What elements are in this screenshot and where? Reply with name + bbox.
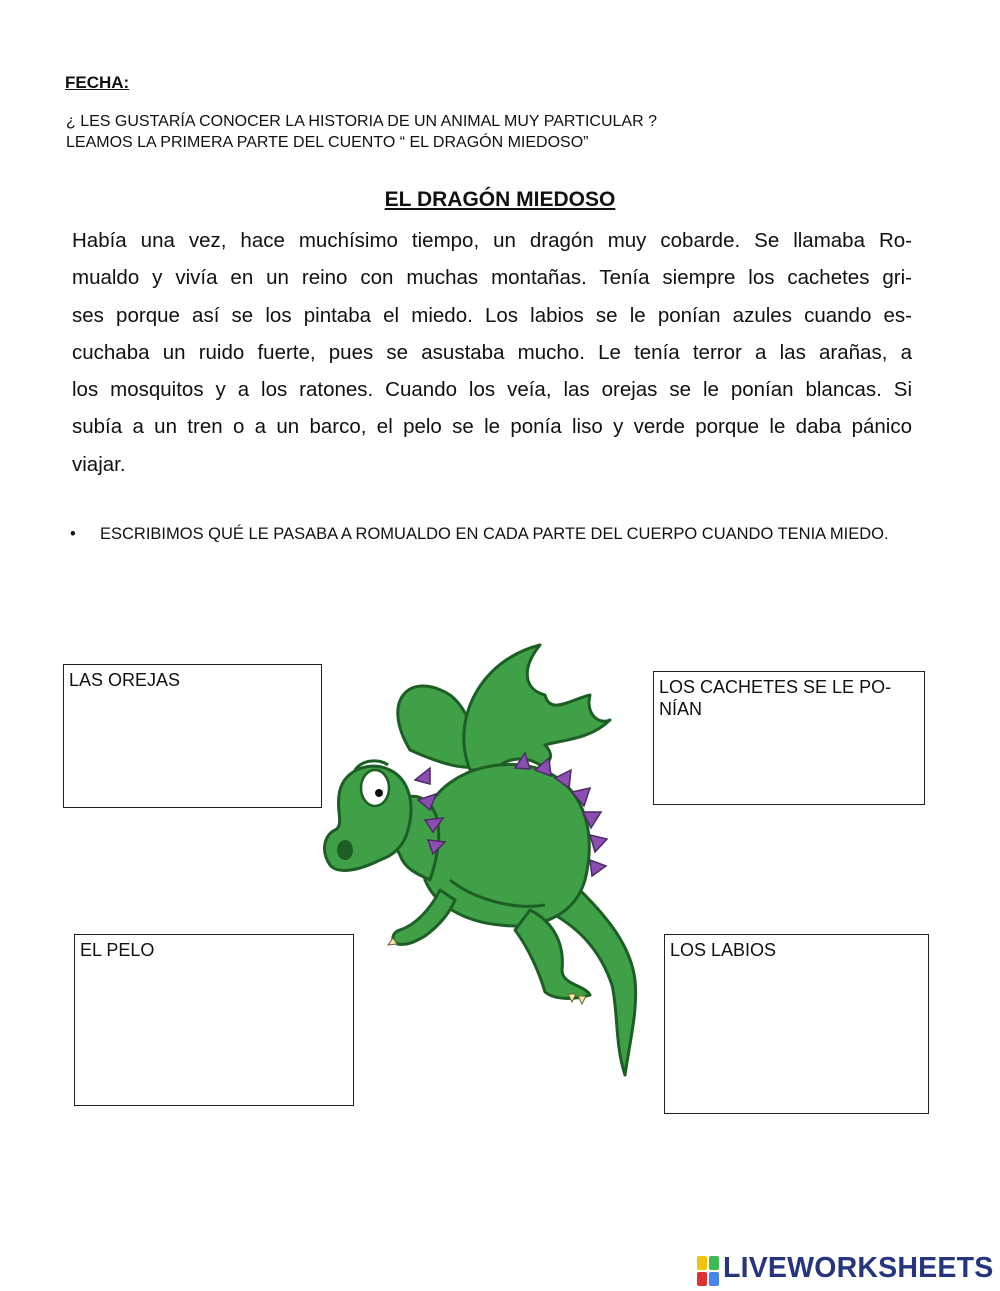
answer-box-label-line: NÍAN — [659, 699, 703, 719]
story-line: Había una vez, hace muchísimo tiempo, un dragón muy cobarde. Se llamaba Ro- — [72, 229, 912, 252]
story-text — [72, 222, 912, 483]
answer-box-label: LAS OREJAS — [69, 670, 181, 690]
answer-box-label-line: LOS CACHETES SE LE PO- — [659, 677, 892, 697]
answer-box-label: EL PELO — [80, 940, 155, 960]
intro-instruction: LEAMOS LA PRIMERA PARTE DEL CUENTO “ EL DRAGÓN MIEDOSO” — [66, 134, 589, 151]
story-line: mualdo y vivía en un reino con muchas montañas. Tenía siempre los cachetes gri- — [72, 266, 912, 290]
logo-blocks-icon — [697, 1256, 719, 1286]
story-line: ses porque así se los pintaba el miedo. Los labios se le ponían azules cuando es- — [72, 303, 912, 327]
instruction-text: ESCRIBIMOS QUÉ LE PASABA A ROMUALDO EN CADA PARTE DEL CUERPO CUANDO TENIA MIEDO. — [100, 525, 889, 543]
story-line: subía a un tren o a un barco, el pelo se le ponía liso y verde porque le daba pánico — [72, 415, 912, 439]
intro-question: ¿ LES GUSTARÍA CONOCER LA HISTORIA DE UN ANIMAL MUY PARTICULAR ? — [66, 113, 657, 130]
answer-box-orejas[interactable] — [63, 664, 322, 808]
date-label: FECHA: — [65, 73, 130, 92]
story-title: EL DRAGÓN MIEDOSO — [384, 188, 616, 211]
bullet-icon: • — [70, 525, 76, 543]
answer-box-label: LOS LABIOS — [670, 940, 777, 960]
story-line: viajar. — [72, 452, 126, 476]
answer-box-label — [659, 676, 891, 720]
dragon-illustration — [300, 640, 660, 1080]
story-line: cuchaba un ruido fuerte, pues se asustaba mucho. Le tenía terror a las arañas, a — [72, 340, 912, 364]
answer-box-labios[interactable] — [664, 934, 929, 1114]
answer-box-cachetes[interactable] — [653, 671, 925, 805]
story-line: los mosquitos y a los ratones. Cuando los veía, las orejas se le ponían blancas. Si — [72, 378, 912, 402]
logo-text: LIVEWORKSHEETS — [723, 1252, 994, 1284]
